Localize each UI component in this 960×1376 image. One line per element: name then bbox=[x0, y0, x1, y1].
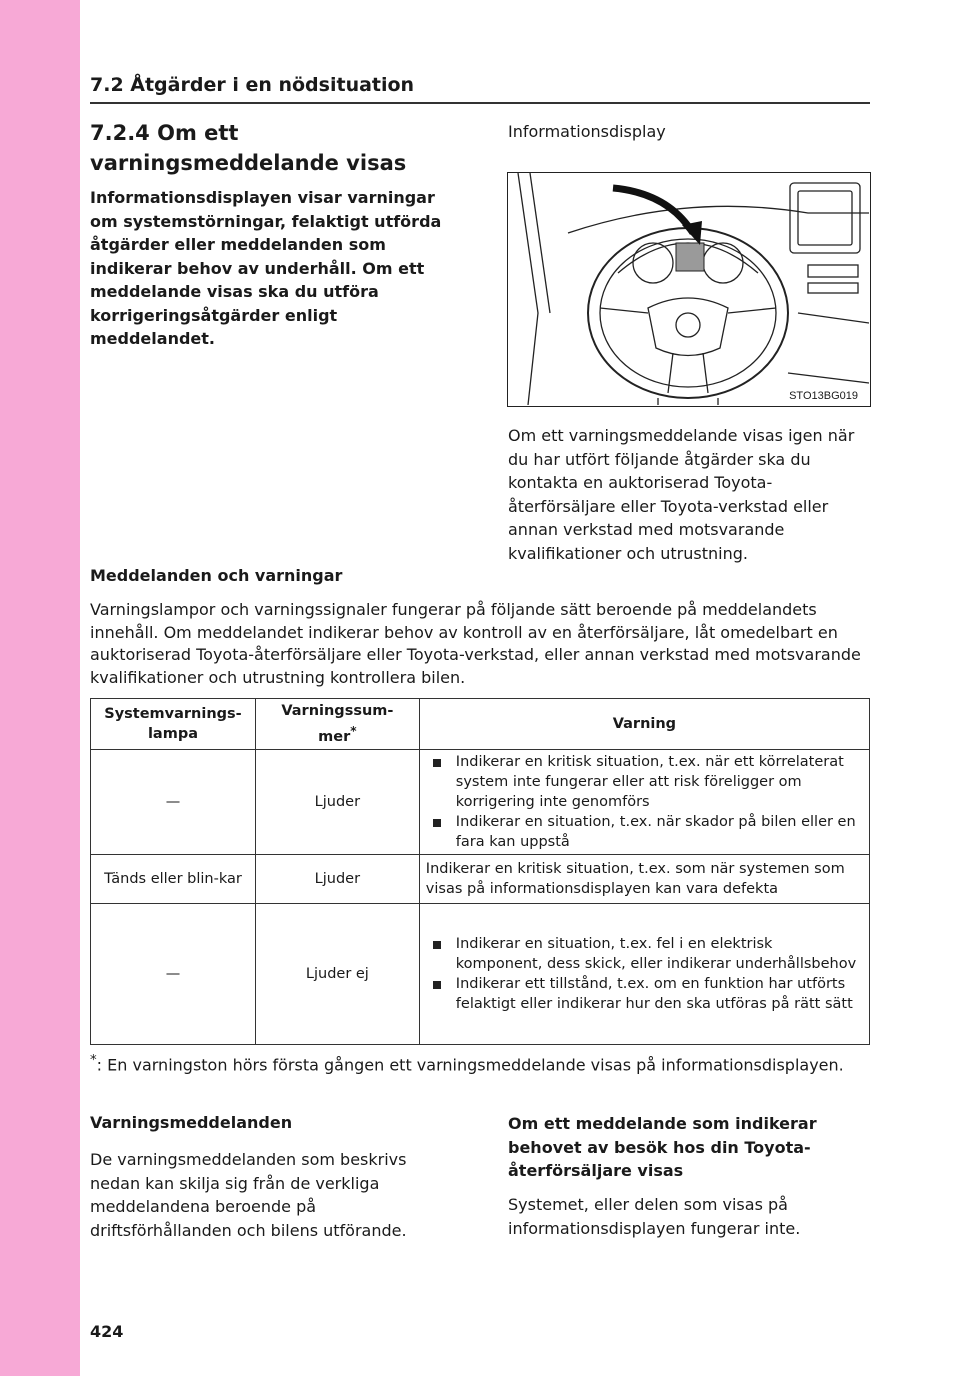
right-paragraph: Om ett varningsmeddelande visas igen när du har utfört följande åtgärder ska du kontakta en auktoriserad Toyota-återförsäljare eller Toyota-verkstad eller annan verkstad med motsvarande kvalifikationer och utrustning. bbox=[508, 426, 855, 563]
page-margin-band bbox=[0, 0, 80, 1376]
row2-buzzer: Ljuder bbox=[255, 854, 419, 903]
header-buzzer: Varningssum- mer* bbox=[255, 699, 419, 750]
list-item: Indikerar en situation, t.ex. fel i en elektrisk komponent, dess skick, eller indikerar underhållsbehov bbox=[426, 934, 863, 974]
dealer-paragraph: Systemet, eller delen som visas på informationsdisplayen fungerar inte. bbox=[508, 1195, 801, 1238]
row3-lamp: — bbox=[91, 903, 256, 1044]
row1-lamp: — bbox=[91, 749, 256, 854]
table-row bbox=[91, 903, 870, 1044]
row2-warning: Indikerar en kritisk situation, t.ex. som när systemen som visas på informationsdisplayen kan vara defekta bbox=[419, 854, 869, 903]
table-row bbox=[91, 854, 870, 903]
dashboard-illustration bbox=[507, 172, 871, 407]
list-item: Indikerar en kritisk situation, t.ex. när ett körrelaterat system inte fungerar eller att risk föreligger om korrigering inte genomförs bbox=[426, 752, 863, 812]
footnote: *: En varningston hörs första gången ett varningsmeddelande visas på informationsdisplayen. bbox=[90, 1053, 844, 1075]
dealer-heading: Om ett meddelande som indikerar behovet av besök hos din Toyota-återförsäljare visas bbox=[508, 1114, 817, 1180]
row1-buzzer: Ljuder bbox=[255, 749, 419, 854]
table-row bbox=[91, 749, 870, 854]
figure-code: STO13BG019 bbox=[789, 390, 858, 402]
steering-wheel-drawing bbox=[508, 173, 869, 405]
messages-paragraph: Varningslampor och varningssignaler fungerar på följande sätt beroende på meddelandets innehåll. Om meddelandet indikerar behov av kontroll av en återförsäljare, låt omedelbart en auktoriserad Toyota-återförsäljare eller Toyota-verkstad, eller annan verkstad med motsvarande kvalifikationer och utrustning kontrollera bilen. bbox=[90, 600, 861, 687]
messages-heading: Meddelanden och varningar bbox=[90, 566, 343, 585]
row1-warning bbox=[419, 749, 869, 854]
figure-caption: Informationsdisplay bbox=[508, 122, 666, 141]
page-title: 7.2.4 Om ett varningsmeddelande visas bbox=[90, 121, 407, 175]
intro-paragraph: Informationsdisplayen visar varningar om systemstörningar, felaktigt utförda åtgärder eller meddelanden som indikerar behov av underhåll. Om ett meddelande visas ska du utföra korrigeringsåtgärder enligt meddelandet. bbox=[90, 188, 442, 348]
warnings-paragraph: De varningsmeddelanden som beskrivs nedan kan skilja sig från de verkliga meddelandena beroende på driftsförhållanden och bilens utförande. bbox=[90, 1150, 407, 1240]
list-item: Indikerar ett tillstånd, t.ex. om en funktion har utförts felaktigt eller indikerar hur den ska utföras på rätt sätt bbox=[426, 974, 863, 1014]
list-item: Indikerar en situation, t.ex. när skador på bilen eller en fara kan uppstå bbox=[426, 812, 863, 852]
header-lamp: Systemvarnings- lampa bbox=[91, 699, 256, 750]
section-heading: 7.2 Åtgärder i en nödsituation bbox=[90, 74, 415, 96]
row2-lamp: Tänds eller blin-kar bbox=[91, 854, 256, 903]
heading-rule bbox=[90, 102, 870, 104]
page-number: 424 bbox=[90, 1322, 124, 1341]
table-header-row bbox=[91, 699, 870, 750]
row3-buzzer: Ljuder ej bbox=[255, 903, 419, 1044]
warnings-heading: Varningsmeddelanden bbox=[90, 1113, 293, 1132]
row3-warning bbox=[419, 903, 869, 1044]
warning-table bbox=[90, 698, 870, 1045]
header-warning: Varning bbox=[419, 699, 869, 750]
